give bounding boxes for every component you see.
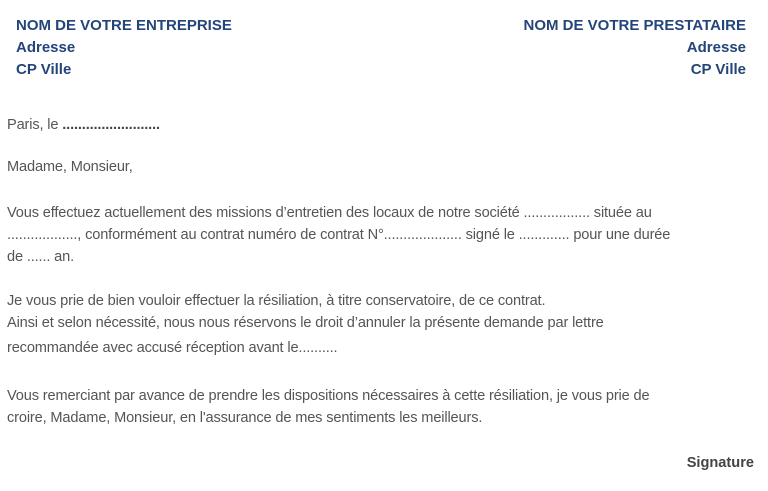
paragraph1-line: .................., conformément au contrat numéro de contrat N°.................... signé le ............. pour une durée [7,227,671,243]
paragraph3-line: croire, Madame, Monsieur, en l'assurance de mes sentiments les meilleurs. [7,410,483,426]
sender-name: NOM DE VOTRE ENTREPRISE [16,17,232,34]
recipient-city: CP Ville [690,61,746,78]
place-date [7,117,160,133]
date-blank: ......................... [62,117,160,133]
paragraph2-line: Je vous prie de bien vouloir effectuer la résiliation, à titre conservatoire, de ce contrat. [7,293,546,309]
recipient-name: NOM DE VOTRE PRESTATAIRE [523,17,746,34]
sender-city: CP Ville [16,61,72,78]
salutation: Madame, Monsieur, [7,159,133,175]
paragraph1-line: Vous effectuez actuellement des missions d’entretien des locaux de notre société ................. située au [7,205,652,221]
recipient-address: Adresse [686,39,746,56]
signature-label: Signature [686,455,754,471]
sender-address: Adresse [16,39,76,56]
place-date-prefix: Paris, le [7,117,63,133]
sender-block [16,15,232,81]
paragraph1-line: de ...... an. [7,249,75,265]
recipient-block [523,15,746,81]
paragraph2-line: recommandée avec accusé réception avant le.......... [7,340,338,356]
paragraph2-line: Ainsi et selon nécessité, nous nous réservons le droit d’annuler la présente demande par lettre [7,315,604,331]
paragraph3-line: Vous remerciant par avance de prendre les dispositions nécessaires à cette résiliation, je vous prie de [7,388,650,404]
